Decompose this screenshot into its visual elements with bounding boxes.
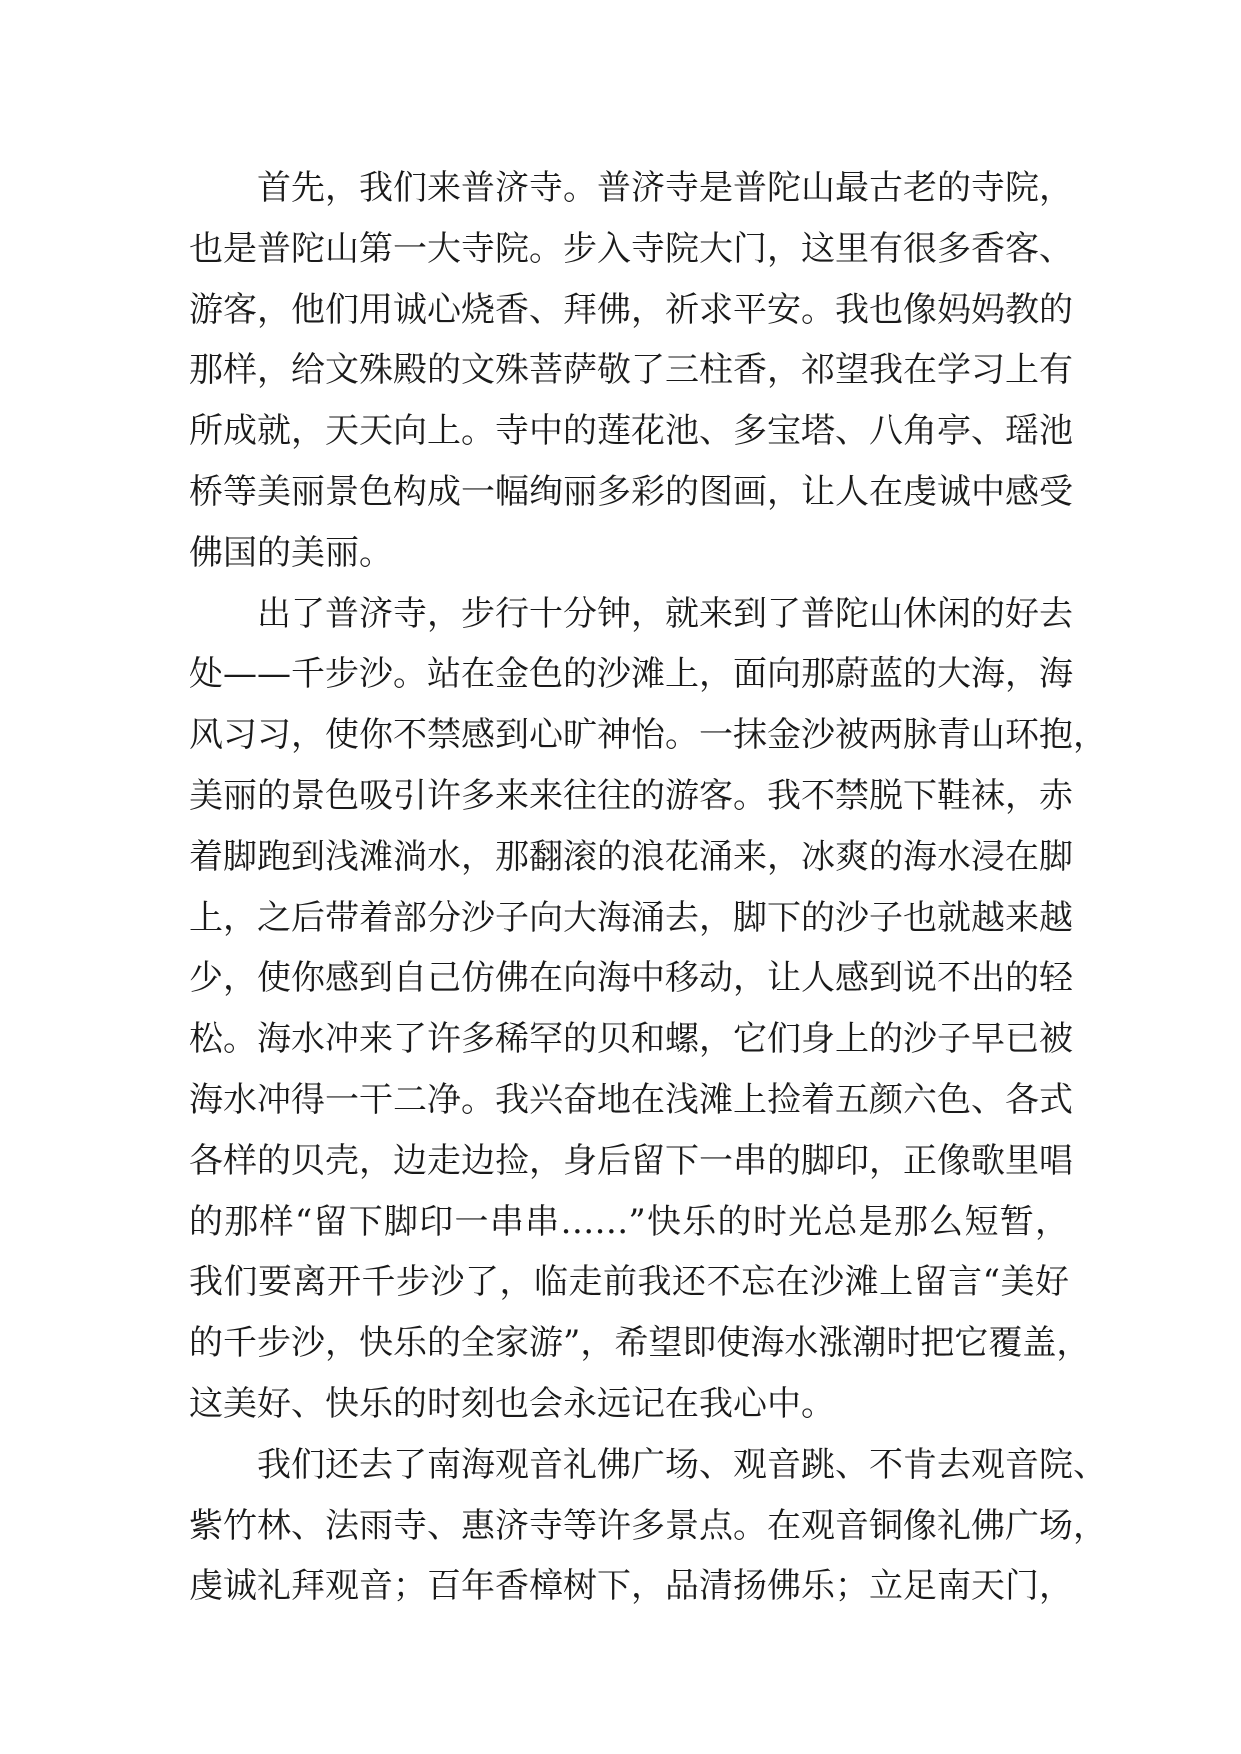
text-line: 那样，给文殊殿的文殊菩萨敬了三柱香，祁望我在学习上有 <box>189 350 1073 391</box>
text-line: 松。海水冲来了许多稀罕的贝和螺，它们身上的沙子早已被 <box>189 1019 1073 1060</box>
text-line: 上，之后带着部分沙子向大海涌去，脚下的沙子也就越来越 <box>189 897 1073 938</box>
paragraph-3-line-1 <box>189 1435 1107 1496</box>
text-line: 游客，他们用诚心烧香、拜佛，祈求平安。我也像妈妈教的 <box>189 289 1073 330</box>
paragraph-1-line-1 <box>189 158 1073 219</box>
paragraph-1-line-2 <box>189 219 1073 280</box>
text-line: 所成就，天天向上。寺中的莲花池、多宝塔、八角亭、瑶池 <box>189 411 1073 452</box>
paragraph-1-line-4 <box>189 340 1073 401</box>
text-line: 少，使你感到自己仿佛在向海中移动，让人感到说不出的轻 <box>189 958 1073 999</box>
paragraph-1-line-5 <box>189 401 1073 462</box>
text-line: 各样的贝壳，边走边捡，身后留下一串的脚印，正像歌里唱 <box>189 1140 1073 1181</box>
paragraph-2-line-7 <box>189 948 1073 1009</box>
body-text <box>189 158 1107 1617</box>
paragraph-1-line-6 <box>189 462 1073 523</box>
text-line: 首先，我们来普济寺。普济寺是普陀山最古老的寺院， <box>257 168 1073 208</box>
paragraph-1-line-7 <box>189 523 1069 584</box>
text-line: 紫竹林、法雨寺、惠济寺等许多景点。在观音铜像礼佛广场， <box>189 1505 1107 1546</box>
paragraph-1-line-3 <box>189 280 1073 341</box>
paragraph-2-line-11 <box>189 1192 1069 1253</box>
paragraph-3-line-2 <box>189 1496 1107 1557</box>
text-line: 海水冲得一干二净。我兴奋地在浅滩上捡着五颜六色、各式 <box>189 1079 1073 1120</box>
text-line: 我们要离开千步沙了，临走前我还不忘在沙滩上留言“美好 <box>189 1262 1069 1303</box>
paragraph-2-line-13 <box>189 1313 1091 1374</box>
paragraph-2-line-1 <box>189 584 1073 645</box>
text-line: 风习习，使你不禁感到心旷神怡。一抹金沙被两脉青山环抱， <box>189 715 1107 756</box>
paragraph-2-line-8 <box>189 1009 1073 1070</box>
text-line: 桥等美丽景色构成一幅绚丽多彩的图画，让人在虔诚中感受 <box>189 471 1073 512</box>
text-line: 虔诚礼拜观音；百年香樟树下，品清扬佛乐；立足南天门， <box>189 1566 1073 1607</box>
paragraph-2-line-6 <box>189 888 1073 949</box>
text-line: 的千步沙，快乐的全家游”，希望即使海水涨潮时把它覆盖， <box>189 1323 1091 1364</box>
paragraph-2-line-14 <box>189 1374 1069 1435</box>
text-line: 美丽的景色吸引许多来来往往的游客。我不禁脱下鞋袜，赤 <box>189 775 1073 816</box>
text-line: 佛国的美丽。 <box>189 532 393 573</box>
paragraph-2-line-3 <box>189 705 1107 766</box>
text-line: 也是普陀山第一大寺院。步入寺院大门，这里有很多香客、 <box>189 228 1073 269</box>
paragraph-2-line-4 <box>189 766 1073 827</box>
text-line: 处——千步沙。站在金色的沙滩上，面向那蔚蓝的大海，海 <box>189 654 1073 695</box>
paragraph-3-line-3 <box>189 1556 1073 1617</box>
paragraph-2-line-9 <box>189 1070 1073 1131</box>
text-line: 这美好、快乐的时刻也会永远记在我心中。 <box>189 1383 835 1424</box>
text-line: 出了普济寺，步行十分钟，就来到了普陀山休闲的好去 <box>257 593 1073 634</box>
text-line: 我们还去了南海观音礼佛广场、观音跳、不肯去观音院、 <box>257 1444 1107 1485</box>
paragraph-2-line-5 <box>189 827 1073 888</box>
paragraph-2-line-10 <box>189 1131 1073 1192</box>
paragraph-2-line-12 <box>189 1252 1069 1313</box>
text-line: 的那样“留下脚印一串串……”快乐的时光总是那么短暂， <box>189 1201 1069 1242</box>
paragraph-2-line-2 <box>189 644 1073 705</box>
text-line: 着脚跑到浅滩淌水，那翻滚的浪花涌来，冰爽的海水浸在脚 <box>189 836 1073 877</box>
